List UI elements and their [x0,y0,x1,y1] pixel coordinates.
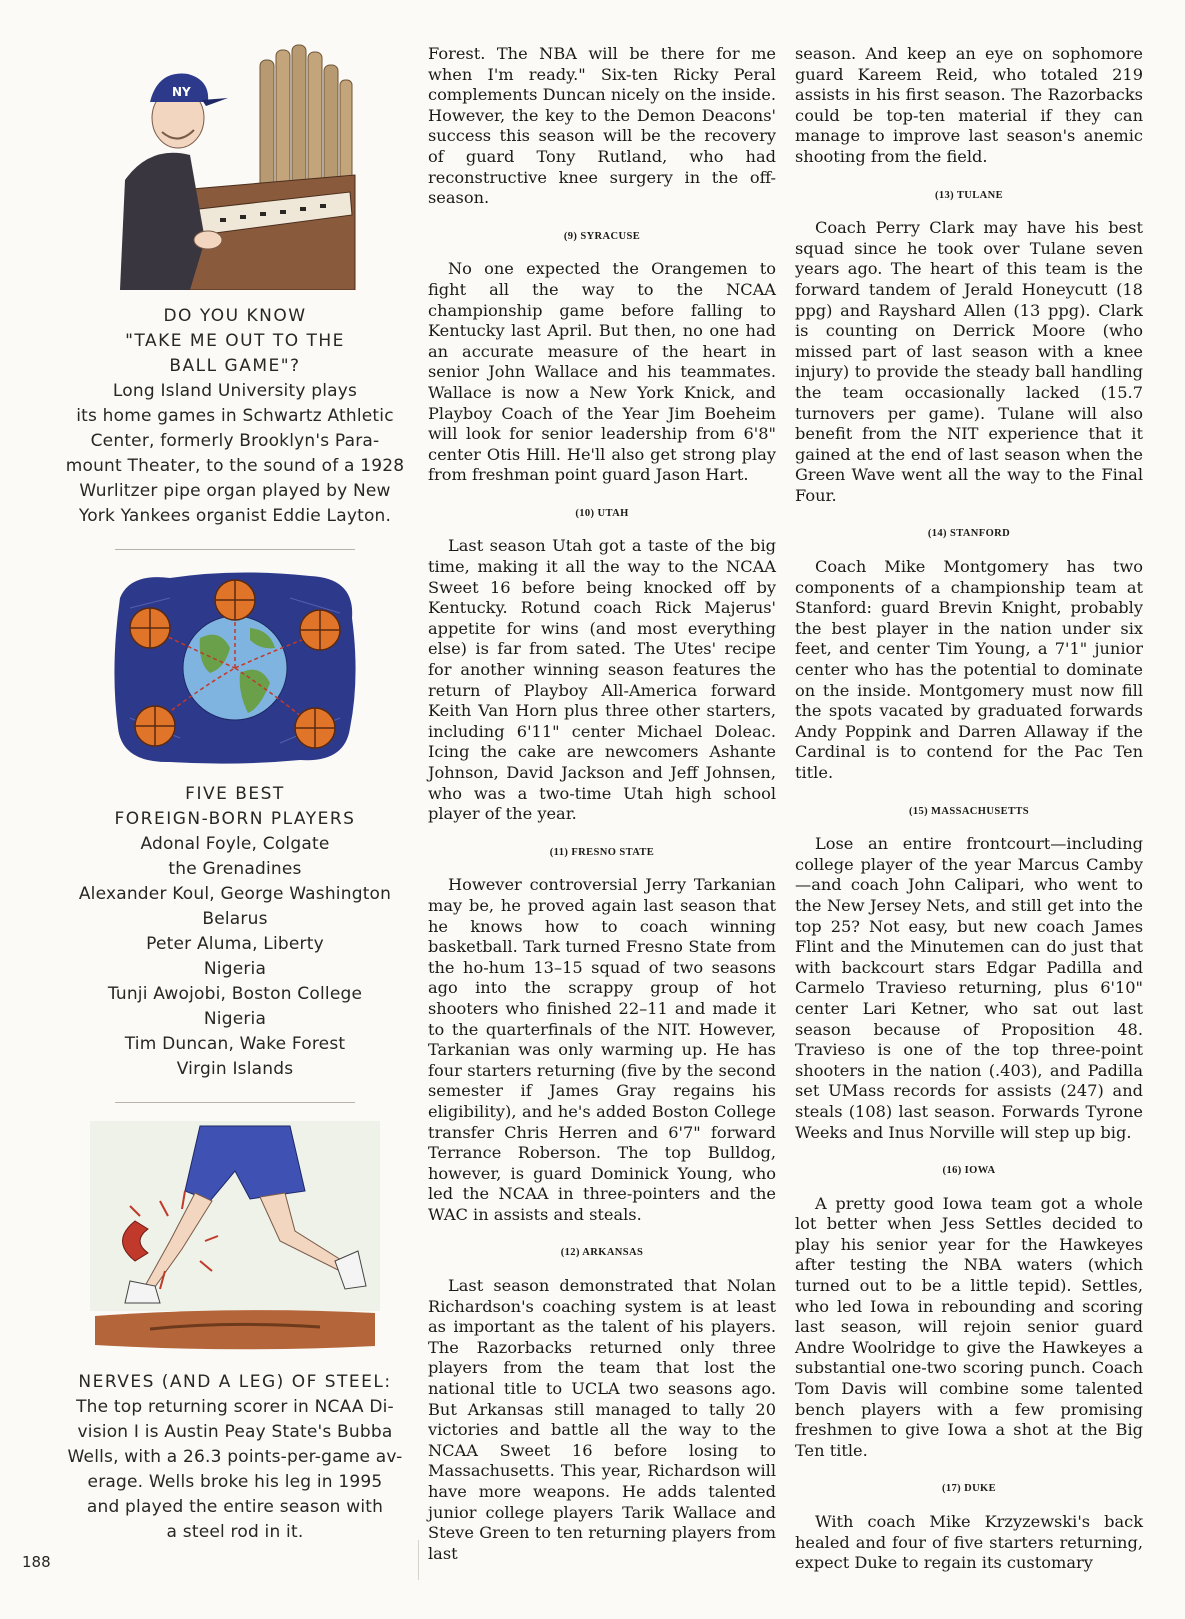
section-heading: (9) SYRACUSE [563,230,641,242]
foreign-caption-head-1: FIVE BEST [185,784,285,804]
cap-logo: NY [172,85,191,99]
organ-caption-head-1: DO YOU KNOW [163,306,307,326]
column-middle [428,44,776,1564]
organist-illustration [110,40,360,290]
steel-caption-head: NERVES (AND A LEG) OF STEEL: [78,1372,392,1392]
divider [115,549,355,550]
player-name: Adonal Foyle, Colgate [140,834,330,854]
globe-basketballs-illustration [110,568,360,768]
organist-body [120,153,205,290]
player-country: Nigeria [203,1009,267,1029]
steel-caption-line-1: The top returning scorer in NCAA Di- [76,1397,394,1417]
steel-caption-line-2: vision I is Austin Peay State's Bubba [77,1422,393,1442]
organ-caption-line-6: York Yankees organist Eddie Layton. [78,506,392,526]
steel-caption-line-6: a steel rod in it. [166,1522,304,1542]
player-country: the Grenadines [168,859,302,879]
section-heading: (10) UTAH [575,507,629,519]
player-country: Nigeria [203,959,267,979]
runner-shorts [185,1126,305,1201]
player-name: Alexander Koul, George Washington [78,884,392,904]
section-heading: (12) ARKANSAS [560,1247,644,1259]
article-paragraph: Forest. The NBA will be there for me when I'm ready." Six-ten Ricky Peral complements Duncan nicely on the inside. However, the key to the Demon Deacons' success this season will be the recovery of guard Tony Rutland, who had reconstructive knee surgery in the off-season. [428,44,776,208]
article-paragraph: Lose an entire frontcourt—including college player of the year Marcus Camby—and coach John Calipari, who went to the New Jersey Nets, and still get into the top 25? Not easy, but new coach James Flint and the Minutemen can do just that with backcourt stars Edgar Padilla and Carmelo Travieso returning, plus 6'10" center Lari Ketner, who sat out last season because of Proposition 48. Travieso is one of the top three-point shooters in the nation (.403), and Padilla set UMass records for assists (247) and steals (108) last season. Forwards Tyrone Weeks and Inus Norville will step up big. [795,834,1143,1142]
organ-caption-line-1: Long Island University plays [112,381,358,401]
organ-caption-line-5: Wurlitzer pipe organ played by New [79,481,391,501]
column-rule [418,1540,419,1580]
steel-caption-line-3: Wells, with a 26.3 points-per-game av- [67,1447,403,1467]
article-paragraph: Last season Utah got a taste of the big time, making it all the way to the NCAA Sweet 16 before being knocked off by Kentucky. Rotund coach Rick Majerus' appetite for wins (and most everything else) is far from sated. The Utes' recipe for another winning season features the return of Playboy All-America forward Keith Van Horn plus three other starters, including 6'11" center Michael Doleac. Icing the cake are newcomers Ashante Johnson, David Jackson and Jeff Johnsen, who was a two-time Utah high school player of the year. [428,536,776,824]
section-heading: (14) STANFORD [927,528,1011,540]
player-name: Tim Duncan, Wake Forest [124,1034,346,1054]
column-right [795,44,1143,1574]
steel-caption-line-5: and played the entire season with [86,1497,384,1517]
article-paragraph: Coach Perry Clark may have his best squad since he took over Tulane seven years ago. The heart of this team is the forward tandem of Jerald Honeycutt (18 ppg) and Rayshard Allen (13 ppg). Clark is counting on Derrick Moore (who missed part of last season with a knee injury) to provide the steady ball handling the team occasionally lacked (15.7 turnovers per game). Tulane will also benefit from the NIT experience that it gained at the end of last season when the Green Wave went all the way to the Final Four. [795,218,1143,505]
player-country: Virgin Islands [176,1059,294,1079]
article-paragraph: With coach Mike Krzyzewski's back healed and four of five starters returning, expect Duke to regain its customary [795,1512,1143,1573]
section-heading: (16) IOWA [942,1165,996,1177]
sidebar [60,40,410,1545]
player-name: Peter Aluma, Liberty [146,934,324,954]
foreign-caption-head-2: FOREIGN-BORN PLAYERS [114,809,356,829]
section-heading: (17) DUKE [941,1483,997,1495]
organ-caption-line-3: Center, formerly Brooklyn's Para- [90,431,380,451]
steel-caption-line-4: erage. Wells broke his leg in 1995 [87,1472,383,1492]
wood-floor [95,1310,375,1349]
section-heading: (11) FRESNO STATE [549,846,655,858]
steel-caption [60,1370,410,1545]
runner-magnet-illustration [90,1121,380,1356]
divider [115,1102,355,1103]
article-paragraph: A pretty good Iowa team got a whole lot better when Jess Settles decided to play his senior year for the Hawkeyes after testing the NBA waters (which turned out to be a little tepid). Settles, who led Iowa in rebounding and scoring last season, will rejoin senior guard Andre Woolridge to give the Hawkeyes a substantial one-two scoring punch. Coach Tom Davis will combine some talented bench players with a few promising freshmen to give Iowa a shot at the Big Ten title. [795,1193,1143,1460]
organ-caption-line-2: its home games in Schwartz Athletic [76,406,394,426]
article-paragraph: Last season demonstrated that Nolan Richardson's coaching system is at least as important as the talent of his players. The Razorbacks returned only three players from the team that lost the national title to UCLA two seasons ago. But Arkansas still managed to tally 20 victories and battle all the way to the NCAA Sweet 16 before losing to Massachusetts. This year, Richardson will have more weapons. He adds talented junior college players Tarik Wallace and Steve Green to ten returning players from last [428,1276,776,1563]
organ-caption-head-3: BALL GAME"? [169,356,301,376]
player-name: Tunji Awojobi, Boston College [107,984,363,1004]
foreign-players-caption [60,782,410,1082]
organ-caption [60,304,410,529]
organ-caption-head-2: "TAKE ME OUT TO THE [125,331,345,351]
article-paragraph: No one expected the Orangemen to fight all the way to the NCAA championship game before falling to Kentucky last April. But then, no one had an accurate measure of the heart in senior John Wallace and his teammates. Wallace is now a New York Knick, and Playboy Coach of the Year Jim Boeheim will look for senior leadership from 6'8" center Otis Hill. He'll also get strong play from freshman point guard Jason Hart. [428,259,776,485]
article-paragraph: Coach Mike Montgomery has two components of a championship team at Stanford: guard Brevin Knight, probably the best player in the nation under six feet, and center Tim Young, a 7'1" junior center who has the potential to dominate on the inside. Montgomery must now fill the spots vacated by graduated forwards Andy Poppink and Darren Allaway if the Cardinal is to contend for the Pac Ten title. [795,557,1143,782]
section-heading: (15) MASSACHUSETTS [908,805,1030,817]
organ-caption-line-4: mount Theater, to the sound of a 1928 [65,456,405,476]
article-paragraph: However controversial Jerry Tarkanian may be, he proved again last season that he knows how to coach winning basketball. Tark turned Fresno State from the ho-hum 13–15 squad of two seasons ago into the scrappy group of hot shooters who finished 22–11 and made it to the quarterfinals of the NIT. However, Tarkanian was only warming up. He has four starters returning (five by the second semester if James Gray regains his eligibility), and he's added Boston College transfer Chris Herren and 6'7" forward Terrance Roberson. The top Bulldog, however, is guard Dominick Young, who led the NCAA in three-pointers and the WAC in assists and steals. [428,875,776,1224]
page-number: 188 [22,1553,51,1571]
player-country: Belarus [202,909,268,929]
section-heading: (13) TULANE [934,189,1004,201]
article-paragraph: season. And keep an eye on sophomore guard Kareem Reid, who totaled 219 assists in his first season. The Razorbacks could be top-ten material if they can manage to improve last season's anemic shooting from the field. [795,44,1143,166]
